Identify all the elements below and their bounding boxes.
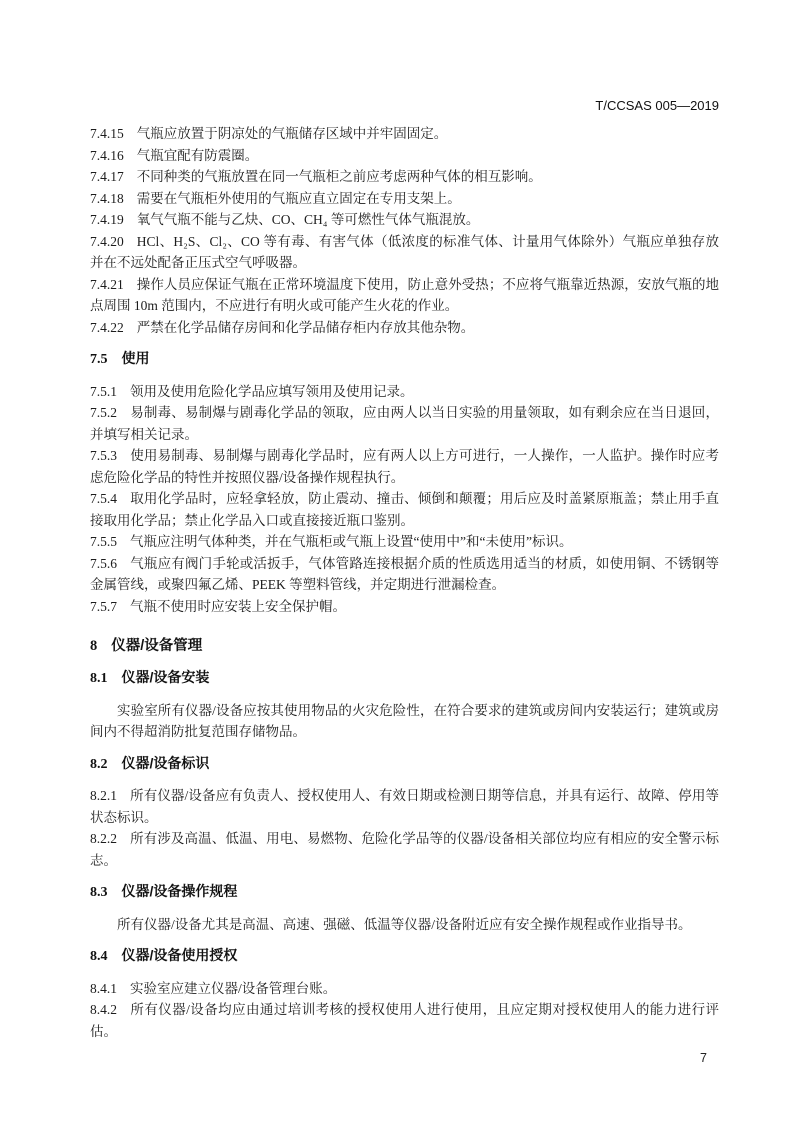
clause-number: 7.5.3 — [90, 448, 117, 463]
clause-text: 严禁在化学品储存房间和化学品储存柜内存放其他杂物。 — [136, 319, 475, 335]
clause-text: 需要在气瓶柜外使用的气瓶应直立固定在专用支架上。 — [136, 190, 461, 206]
clause-text: 所有仪器/设备均应由通过培训考核的授权使用人进行使用，且应定期对授权使用人的能力进行评估。 — [90, 1002, 719, 1039]
clause — [90, 123, 719, 145]
clause-number: 7.5.5 — [90, 534, 117, 549]
clause-number: 7.4.22 — [90, 319, 124, 335]
heading-text: 仪器/设备管理 — [111, 638, 203, 654]
clause — [90, 445, 719, 488]
heading-text: 仪器/设备使用授权 — [121, 947, 238, 963]
page-number: 7 — [700, 1051, 707, 1065]
section-heading — [90, 348, 719, 371]
clause-number: 8.4.2 — [90, 1002, 117, 1017]
clause-text: 使用易制毒、易制爆与剧毒化学品时，应有两人以上方可进行，一人操作，一人监护。操作时应考虑危险化学品的特性并按照仪器/设备操作规程执行。 — [90, 448, 719, 485]
clause — [90, 209, 719, 231]
clause-text: 气瓶应有阀门手轮或活扳手，气体管路连接根据介质的性质选用适当的材质，如使用铜、不锈钢等金属管线，或聚四氟乙烯、PEEK 等塑料管线，并定期进行泄漏检查。 — [90, 555, 719, 592]
heading-text: 仪器/设备标识 — [121, 754, 210, 771]
clause — [90, 531, 719, 553]
clause-number: 8.2.2 — [90, 831, 117, 846]
clause-number: 7.4.18 — [90, 190, 124, 206]
clause — [90, 402, 719, 445]
clause-text: 所有涉及高温、低温、用电、易燃物、危险化学品等的仪器/设备相关部位均应有相应的安全警示标志。 — [90, 831, 719, 868]
clause — [90, 999, 719, 1042]
heading-number: 8.1 — [90, 671, 108, 686]
paragraph: 所有仪器/设备尤其是高温、高速、强磁、低温等仪器/设备附近应有安全操作规程或作业指导书。 — [117, 916, 692, 932]
clause-text: 取用化学品时，应轻拿轻放，防止震动、撞击、倾倒和颠覆；用后应及时盖紧原瓶盖；禁止用手直接取用化学品；禁止化学品入口或直接接近瓶口鉴别。 — [90, 491, 719, 528]
heading-text: 仪器/设备操作规程 — [121, 883, 238, 899]
clause — [90, 274, 719, 317]
chapter-heading — [90, 635, 719, 657]
clause-text: 气瓶应放置于阴凉处的气瓶储存区域中并牢固固定。 — [136, 126, 448, 141]
clause — [90, 231, 719, 274]
clause-number: 7.4.16 — [90, 147, 124, 163]
clause-text: 气瓶宜配有防震圈。 — [136, 147, 259, 163]
clause — [90, 596, 719, 618]
paragraph: 实验室所有仪器/设备应按其使用物品的火灾危险性，在符合要求的建筑或房间内安装运行；建筑或房间内不得超消防批复范围存储物品。 — [90, 702, 719, 739]
clause-text: 操作人员应保证气瓶在正常环境温度下使用，防止意外受热；不应将气瓶靠近热源，安放气瓶的地点周围 10m 范围内，不应进行有明火或可能产生火花的作业。 — [90, 276, 719, 313]
clause-text: 气瓶不使用时应安装上安全保护帽。 — [130, 598, 346, 614]
clause-number: 7.5.2 — [90, 405, 117, 420]
section-heading — [90, 881, 719, 904]
clause-text: 实验室应建立仪器/设备管理台账。 — [130, 980, 337, 996]
standard-number-header: T/CCSAS 005—2019 — [595, 98, 719, 113]
clause — [90, 381, 719, 403]
clause-number: 7.5.6 — [90, 555, 117, 571]
page-content — [90, 98, 719, 1042]
heading-number: 8.2 — [90, 756, 108, 772]
clause-text: 所有仪器/设备应有负责人、授权使用人、有效日期或检测日期等信息，并具有运行、故障、停用等状态标识。 — [90, 788, 719, 825]
clause — [90, 785, 719, 828]
clause-number: 7.5.7 — [90, 598, 117, 614]
heading-text: 仪器/设备安装 — [121, 669, 210, 685]
clause-number: 7.4.19 — [90, 212, 124, 227]
clause — [90, 188, 719, 210]
clause — [90, 978, 719, 1000]
clause-text: 氧气气瓶不能与乙炔、CO、CH₄ 等可燃性气体气瓶混放。 — [136, 212, 480, 227]
document-body — [90, 123, 719, 1042]
heading-number: 8 — [90, 638, 98, 654]
clause — [90, 317, 719, 339]
section-heading — [90, 667, 719, 690]
heading-text: 使用 — [121, 350, 150, 366]
clause-number: 7.5.4 — [90, 491, 117, 506]
clause-text: 领用及使用危险化学品应填写领用及使用记录。 — [130, 383, 414, 399]
clause-number: 7.4.15 — [90, 126, 124, 141]
clause-number: 7.4.21 — [90, 276, 124, 292]
clause-number: 8.2.1 — [90, 788, 117, 803]
clause — [90, 553, 719, 596]
clause-text: 不同种类的气瓶放置在同一气瓶柜之前应考虑两种气体的相互影响。 — [136, 169, 542, 184]
section-heading — [90, 753, 719, 776]
clause-text: 易制毒、易制爆与剧毒化学品的领取，应由两人以当日实验的用量领取，如有剩余应在当日退回，并填写相关记录。 — [90, 405, 719, 442]
clause-number: 7.4.17 — [90, 169, 124, 184]
clause — [90, 488, 719, 531]
clause-number: 8.4.1 — [90, 980, 117, 996]
clause-text: HCl、H₂S、Cl₂、CO 等有毒、有害气体（低浓度的标准气体、计量用气体除外）气瓶应单独存放并在不远处配备正压式空气呼吸器。 — [90, 233, 719, 270]
heading-number: 8.3 — [90, 885, 108, 900]
clause-text: 气瓶应注明气体种类，并在气瓶柜或气瓶上设置“使用中”和“未使用”标识。 — [130, 534, 573, 549]
section-heading — [90, 945, 719, 968]
clause — [90, 145, 719, 167]
clause-number: 7.4.20 — [90, 233, 124, 249]
clause — [90, 166, 719, 188]
clause-number: 7.5.1 — [90, 383, 117, 399]
heading-number: 8.4 — [90, 949, 108, 964]
heading-number: 7.5 — [90, 352, 108, 367]
clause — [90, 828, 719, 871]
